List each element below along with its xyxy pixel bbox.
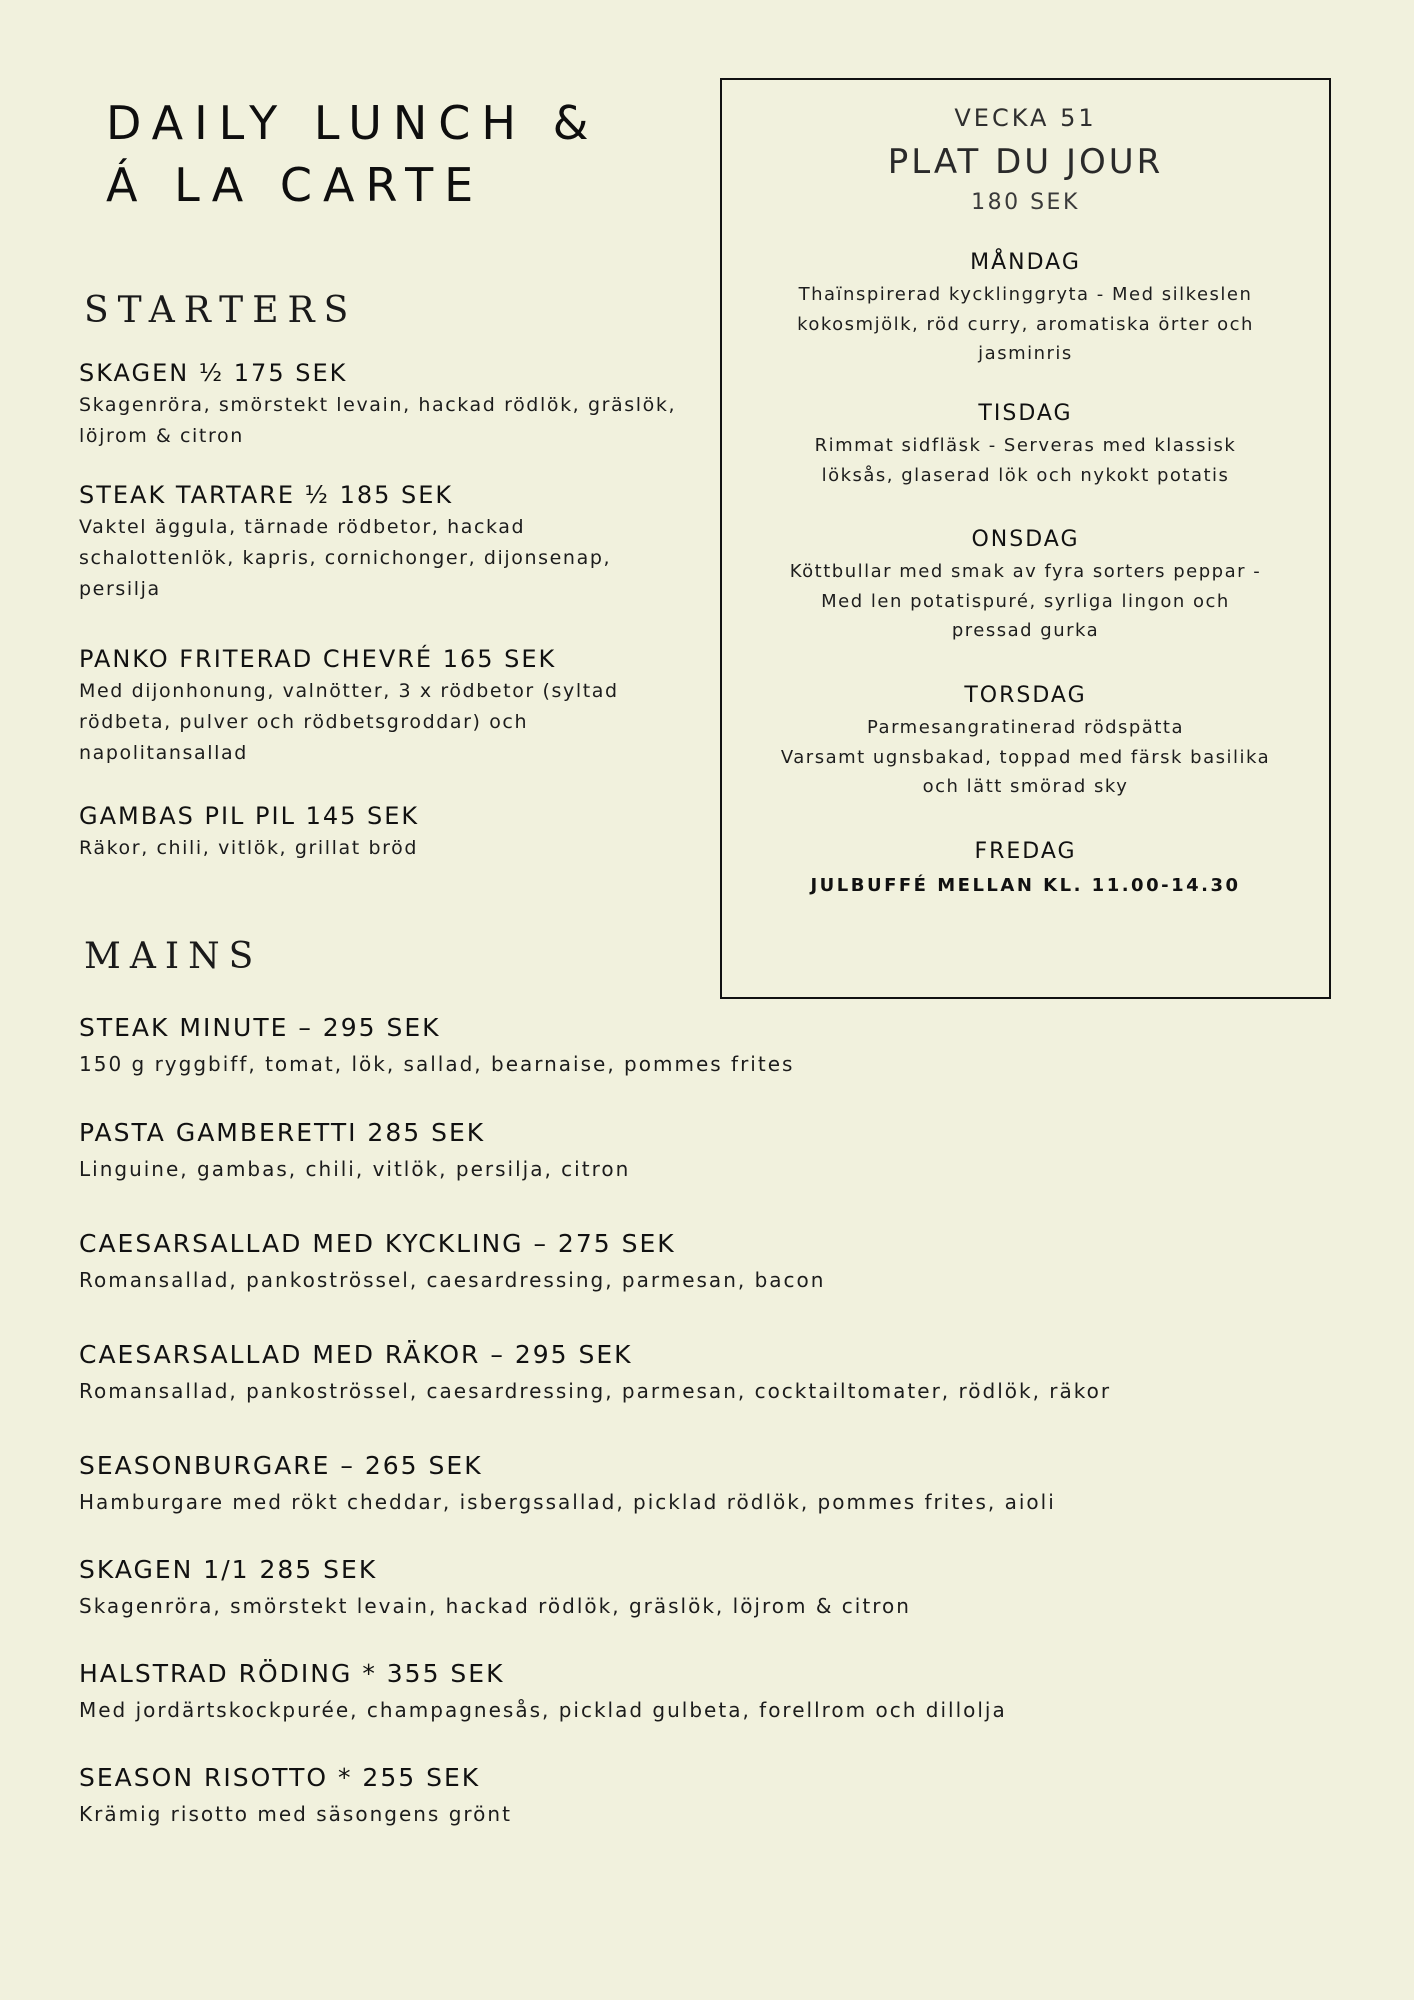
starter-item-gambas-pil-pil [79, 801, 679, 864]
plat-du-jour-title: PLAT DU JOUR [887, 142, 1164, 182]
starter-item-description: Med dijonhonung, valnötter, 3 x rödbetor (syltad rödbeta, pulver och rödbetsgroddar) och napolitansallad [79, 680, 619, 764]
day-onsdag [732, 525, 1319, 646]
page-title-line-1: DAILY LUNCH & [106, 96, 600, 150]
day-mandag [732, 248, 1319, 369]
starter-item-name: GAMBAS PIL PIL 145 SEK [79, 802, 420, 830]
starters-heading: STARTERS [84, 290, 358, 331]
day-tisdag [732, 399, 1319, 490]
page-title-line-2: Á LA CARTE [106, 158, 485, 212]
day-dish-line: kokosmjölk, röd curry, aromatiska örter och [797, 313, 1254, 335]
day-name: ONSDAG [971, 527, 1080, 552]
day-dish [732, 713, 1319, 802]
main-item-halstrad-roding [79, 1659, 1007, 1726]
main-item-name: HALSTRAD RÖDING * 355 SEK [79, 1659, 505, 1688]
main-item-name: CAESARSALLAD MED KYCKLING – 275 SEK [79, 1229, 676, 1258]
day-torsdag [732, 681, 1319, 802]
main-item-skagen-full [79, 1555, 911, 1622]
day-dish [732, 431, 1319, 490]
starter-item-name: PANKO FRITERAD CHEVRÉ 165 SEK [79, 645, 557, 673]
day-name: MÅNDAG [970, 250, 1081, 275]
day-dish-line: Köttbullar med smak av fyra sorters peppar - [789, 561, 1262, 582]
day-dish [732, 557, 1319, 646]
day-name: TISDAG [978, 401, 1073, 426]
day-dish: JULBUFFÉ MELLAN KL. 11.00-14.30 [810, 875, 1241, 896]
main-item-description: Hamburgare med rökt cheddar, isbergssallad, picklad rödlök, pommes frites, aioli [79, 1490, 1056, 1514]
starter-item-panko-chevre [79, 644, 679, 769]
day-name: FREDAG [974, 839, 1077, 864]
starter-item-description: Vaktel äggula, tärnade rödbetor, hackad schalottenlök, kapris, cornichonger, dijonsenap, persilja [79, 516, 612, 600]
main-item-season-risotto [79, 1763, 512, 1830]
day-dish-line: pressad gurka [951, 620, 1100, 641]
day-name: TORSDAG [964, 683, 1087, 708]
starter-item-skagen-half [79, 358, 679, 452]
main-item-name: CAESARSALLAD MED RÄKOR – 295 SEK [79, 1340, 633, 1369]
mains-heading: MAINS [84, 936, 263, 977]
main-item-name: SEASON RISOTTO * 255 SEK [79, 1763, 481, 1792]
main-item-description: 150 g ryggbiff, tomat, lök, sallad, bearnaise, pommes frites [79, 1052, 795, 1076]
main-item-description: Romansallad, pankoströssel, caesardressing, parmesan, bacon [79, 1268, 826, 1292]
day-dish [732, 280, 1319, 369]
day-dish-line: jasminris [978, 343, 1073, 364]
starter-item-steak-tartare [79, 480, 679, 605]
main-item-pasta-gamberetti [79, 1118, 630, 1185]
starter-item-description: Räkor, chili, vitlök, grillat bröd [79, 837, 419, 859]
day-dish-line: Varsamt ugnsbakad, toppad med färsk basilika [780, 746, 1271, 768]
day-dish-line: Med len potatispuré, syrliga lingon och [821, 590, 1230, 612]
day-dish-line: Rimmat sidfläsk - Serveras med klassisk [814, 435, 1237, 456]
main-item-name: STEAK MINUTE – 295 SEK [79, 1013, 441, 1042]
main-item-caesar-kyckling [79, 1229, 825, 1296]
main-item-seasonburgare [79, 1451, 1056, 1518]
main-item-name: SEASONBURGARE – 265 SEK [79, 1451, 483, 1480]
main-item-description: Med jordärtskockpurée, champagnesås, picklad gulbeta, forellrom och dillolja [79, 1698, 1007, 1722]
main-item-description: Romansallad, pankoströssel, caesardressing, parmesan, cocktailtomater, rödlök, räkor [79, 1379, 1112, 1403]
main-item-name: SKAGEN 1/1 285 SEK [79, 1555, 378, 1584]
main-item-description: Krämig risotto med säsongens grönt [79, 1802, 512, 1826]
day-dish-line: och lätt smörad sky [922, 776, 1129, 797]
day-fredag [732, 837, 1319, 901]
main-item-name: PASTA GAMBERETTI 285 SEK [79, 1118, 486, 1147]
starter-item-description: Skagenröra, smörstekt levain, hackad rödlök, gräslök, löjrom & citron [79, 394, 677, 447]
starter-item-name: SKAGEN ½ 175 SEK [79, 359, 348, 387]
main-item-description: Linguine, gambas, chili, vitlök, persilja, citron [79, 1157, 631, 1181]
week-number: VECKA 51 [954, 104, 1097, 132]
main-item-steak-minute [79, 1013, 794, 1080]
day-dish-line: Parmesangratinerad rödspätta [867, 717, 1184, 738]
day-dish-line: löksås, glaserad lök och nykokt potatis [821, 464, 1230, 486]
starter-item-name: STEAK TARTARE ½ 185 SEK [79, 481, 454, 509]
page-title [106, 92, 600, 216]
plat-du-jour-price: 180 SEK [971, 190, 1080, 215]
plat-du-jour-box [720, 78, 1331, 999]
main-item-description: Skagenröra, smörstekt levain, hackad rödlök, gräslök, löjrom & citron [79, 1594, 911, 1618]
main-item-caesar-rakor [79, 1340, 1111, 1407]
day-dish-line: Thaïnspirerad kycklinggryta - Med silkeslen [798, 284, 1253, 305]
